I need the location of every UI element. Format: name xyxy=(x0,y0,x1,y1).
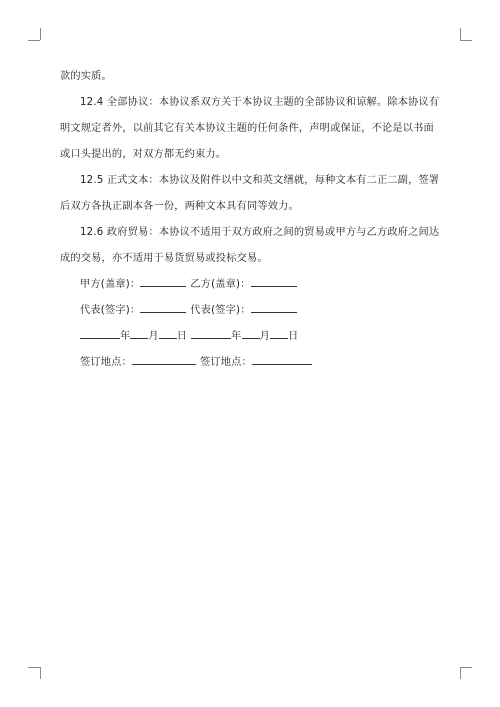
representative-line xyxy=(60,298,440,324)
party-a-seal-label: 甲方(盖章)： xyxy=(80,279,141,290)
month-b-label: 月 xyxy=(259,331,270,342)
clause-12-5: 12.5 正式文本：本协议及附件以中文和英文缮就，每种文本有二正二副，签署后双方各执正副本各一份，两种文本具有同等效力。 xyxy=(60,175,440,212)
month-b-blank xyxy=(242,327,260,339)
signing-place-line xyxy=(60,350,440,376)
day-a-blank xyxy=(159,327,177,339)
place-b-label: 签订地点： xyxy=(199,357,252,368)
clause-12-4: 12.4 全部协议：本协议系双方关于本协议主题的全部协议和谅解。除本协议有明文规定者外，以前其它有关本协议主题的任何条件，声明或保证，不论是以书面或口头提出的，对双方都无约束力。 xyxy=(60,97,440,160)
party-a-seal-blank xyxy=(140,275,186,287)
party-b-seal-blank xyxy=(251,275,297,287)
rep-b-sign-label: 代表(签字)： xyxy=(190,305,251,316)
date-line xyxy=(60,324,440,350)
seal-line xyxy=(60,272,440,298)
day-b-blank xyxy=(270,327,288,339)
place-a-label: 签订地点： xyxy=(80,357,132,368)
year-a-blank xyxy=(80,327,120,339)
month-a-blank xyxy=(130,327,148,339)
paragraph-continuation: 款的实质。 xyxy=(60,71,112,82)
clause-12-6: 12.6 政府贸易：本协议不适用于双方政府之间的贸易或甲方与乙方政府之间达成的交易，亦不适用于易货贸易或投标交易。 xyxy=(60,227,440,264)
rep-a-sign-label: 代表(签字)： xyxy=(80,305,141,316)
month-a-label: 月 xyxy=(148,331,159,342)
rep-b-sign-blank xyxy=(251,301,297,313)
rep-a-sign-blank xyxy=(140,301,186,313)
year-a-label: 年 xyxy=(120,331,131,342)
place-b-blank xyxy=(252,353,312,365)
year-b-blank xyxy=(191,327,231,339)
party-b-seal-label: 乙方(盖章)： xyxy=(190,279,251,290)
document-body xyxy=(60,64,440,376)
year-b-label: 年 xyxy=(231,331,242,342)
place-a-blank xyxy=(132,353,196,365)
day-b-label: 日 xyxy=(287,331,299,342)
day-a-label: 日 xyxy=(176,331,188,342)
